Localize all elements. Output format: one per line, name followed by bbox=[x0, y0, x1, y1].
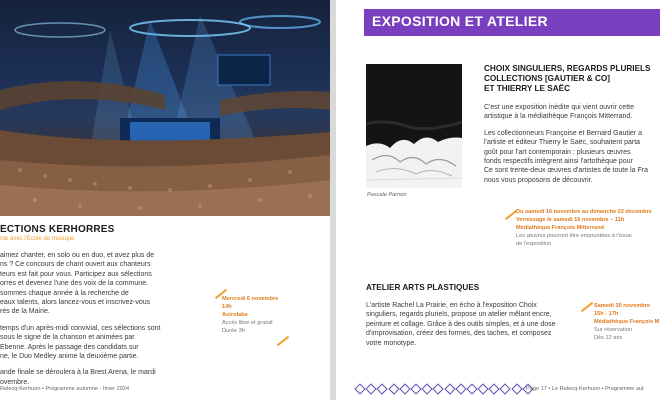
atelier-info bbox=[594, 302, 660, 342]
event-place: Astrolabe bbox=[222, 312, 248, 318]
right-page bbox=[336, 0, 660, 400]
diamond-icon bbox=[444, 383, 455, 394]
artwork-image bbox=[366, 64, 462, 188]
accent-slash bbox=[581, 302, 593, 312]
page-footer: Page 17 • Le Relecq-Kerhuon • Programme aut bbox=[526, 386, 644, 392]
ink-artwork bbox=[366, 64, 462, 188]
exhibition-note: Les œuvres pourront être empruntées à l'issue de l'exposition bbox=[516, 232, 632, 247]
event-date: Mercredi 6 novembre bbox=[222, 296, 279, 302]
section-title: ECTIONS KERHORRES bbox=[0, 224, 115, 235]
atelier-place: Médiathèque François M bbox=[594, 319, 660, 325]
diamond-icon bbox=[489, 383, 500, 394]
accent-slash bbox=[277, 336, 289, 346]
body-paragraph: aimez chanter, en solo ou en duo, et avez plus de ns ? Ce concours de chant ouvert aux chanteurs teurs est fait pour vous. Participez aux sélections orres et devenez l'une des voix de la commune. sommes chaque année à la recherche de eaux talents, alors lancez-vous et inscrivez-vous rès de la Mairie. bbox=[0, 252, 155, 316]
diamond-icon bbox=[388, 383, 399, 394]
diamond-icon bbox=[511, 383, 522, 394]
section-subtitle: nte avec l'Ecole de musique bbox=[0, 236, 75, 242]
page-footer: Relecq-Kerhuon • Programme automne - hiver 2024 bbox=[0, 386, 130, 392]
diamond-icon bbox=[421, 383, 432, 394]
diamond-icon bbox=[354, 383, 365, 394]
body-paragraph: ande finale se déroulera à la Brest Arena, le mardi ovembre. bbox=[0, 369, 156, 386]
section-body bbox=[0, 251, 178, 394]
atelier-body: L'artiste Rachel La Prairie, en écho à l'exposition Choix singuliers, regards pluriels, propose un atelier mêlant encre, peinture et collage. Grâce à des outils simples, et à une dose d'improvisation, créez des formes, des taches, et composez votre monotype. bbox=[366, 302, 556, 347]
exhibition-info bbox=[516, 209, 660, 249]
diamond-icon bbox=[477, 383, 488, 394]
diamond-icon bbox=[500, 383, 511, 394]
event-info bbox=[222, 295, 298, 335]
concert-hall-photo bbox=[0, 0, 330, 216]
diamond-icon bbox=[410, 383, 421, 394]
exhibition-heading-line: ET THIERRY LE SAËC bbox=[484, 84, 570, 94]
exhibition-heading-line: CHOIX SINGULIERS, REGARDS PLURIELS bbox=[484, 64, 651, 73]
event-access: Accès libre et gratuit bbox=[222, 320, 273, 326]
exhibition-heading bbox=[484, 64, 651, 95]
exhibition-heading-line: COLLECTIONS [GAUTIER & CO] bbox=[484, 74, 610, 84]
exhibition-place: Médiathèque François Mitterrand bbox=[516, 224, 604, 231]
diamond-icon bbox=[433, 383, 444, 394]
exhibition-vernissage: Vernissage le samedi 16 novembre – 11h bbox=[516, 216, 625, 223]
body-paragraph: temps d'un après-midi convivial, ces sélections sont sous le signe de la chanson et animées par Ebenne. Après le passage des candidats sur ne, le Duo Medley anime la deuxième partie. bbox=[0, 324, 161, 361]
atelier-date: Samedi 30 novembre bbox=[594, 303, 650, 309]
event-duration: Durée 3h bbox=[222, 328, 246, 334]
event-time: 14h bbox=[222, 304, 232, 310]
concert-hall-illustration bbox=[0, 0, 330, 216]
diamond-icon bbox=[466, 383, 477, 394]
diamond-icon bbox=[377, 383, 388, 394]
atelier-time: 15h - 17h bbox=[594, 311, 619, 317]
decorative-diamond-row bbox=[356, 380, 535, 390]
exhibition-dates: Du samedi 16 novembre au dimanche 22 décembre bbox=[516, 209, 652, 215]
atelier-booking: Sur réservation bbox=[594, 327, 632, 333]
atelier-heading: ATELIER ARTS PLASTIQUES bbox=[366, 283, 480, 292]
exhibition-body bbox=[484, 103, 660, 192]
body-paragraph: C'est une exposition inédite qui vient ouvrir cette artistique à la médiathèque François Mitterrand. bbox=[484, 104, 634, 121]
body-paragraph: Les collectionneurs Françoise et Bernard Gautier a l'artiste et éditeur Thierry le Saëc, souhaitent parta goût pour l'art contemporain : plusieurs œuvres fonds respectifs intègrent ainsi l'artothèque pour Ce sont trente-deux œuvres d'artistes de toute la Fra nous vous proposons de découvrir. bbox=[484, 129, 648, 184]
banner-title: EXPOSITION ET ATELIER bbox=[372, 13, 548, 29]
diamond-icon bbox=[455, 383, 466, 394]
diamond-icon bbox=[366, 383, 377, 394]
atelier-age: Dès 12 ans bbox=[594, 335, 623, 341]
diamond-icon bbox=[399, 383, 410, 394]
artwork-caption: Pascale Parrein bbox=[367, 192, 407, 198]
